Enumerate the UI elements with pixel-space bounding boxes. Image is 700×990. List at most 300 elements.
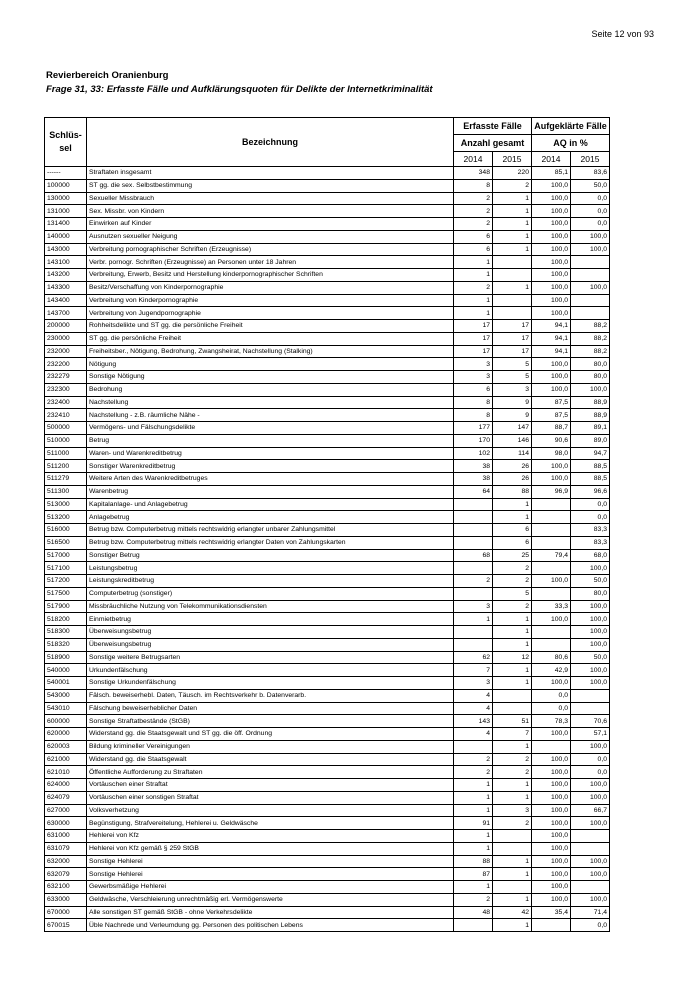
cases-subheader: Anzahl gesamt	[454, 135, 532, 152]
table-row	[45, 626, 610, 639]
cleared-subheader: AQ in %	[532, 135, 610, 152]
row-name: Öffentliche Aufforderung zu Straftaten	[87, 766, 454, 779]
cases-2014	[454, 511, 493, 524]
rate-2015	[571, 830, 610, 843]
table-row	[45, 511, 610, 524]
cases-2015: 9	[493, 409, 532, 422]
cases-2015	[493, 269, 532, 282]
rate-2014: 87,5	[532, 409, 571, 422]
row-key: 143100	[45, 256, 87, 269]
row-key: 517500	[45, 587, 87, 600]
rate-year-2015-header: 2015	[571, 152, 610, 167]
rate-2015: 100,0	[571, 243, 610, 256]
rate-2015: 88,2	[571, 345, 610, 358]
row-name: Computerbetrug (sonstiger)	[87, 587, 454, 600]
rate-2014: 42,9	[532, 664, 571, 677]
row-key: 143300	[45, 281, 87, 294]
rate-2015: 100,0	[571, 281, 610, 294]
row-name: Sex. Missbr. von Kindern	[87, 205, 454, 218]
row-key: 600000	[45, 715, 87, 728]
rate-2015: 68,0	[571, 549, 610, 562]
row-key: 627000	[45, 804, 87, 817]
table-row	[45, 460, 610, 473]
rate-2014	[532, 511, 571, 524]
rate-2014	[532, 919, 571, 932]
row-name: ST gg. die persönliche Freiheit	[87, 332, 454, 345]
rate-2015: 100,0	[571, 855, 610, 868]
cases-2015: 1	[493, 230, 532, 243]
table-row	[45, 689, 610, 702]
row-name: Überweisungsbetrug	[87, 638, 454, 651]
cases-2014: 1	[454, 791, 493, 804]
rate-2014: 100,0	[532, 358, 571, 371]
row-key: 670015	[45, 919, 87, 932]
table-row	[45, 855, 610, 868]
row-key: 518320	[45, 638, 87, 651]
table-row	[45, 485, 610, 498]
cases-2014: 68	[454, 549, 493, 562]
rate-2015: 100,0	[571, 600, 610, 613]
rate-2015: 50,0	[571, 575, 610, 588]
table-row	[45, 791, 610, 804]
rate-2014: 100,0	[532, 269, 571, 282]
rate-2015: 80,0	[571, 358, 610, 371]
rate-2014: 100,0	[532, 791, 571, 804]
cases-2015: 17	[493, 332, 532, 345]
row-key: 143000	[45, 243, 87, 256]
rate-2014: 80,6	[532, 651, 571, 664]
cases-2015: 1	[493, 626, 532, 639]
row-key: 632000	[45, 855, 87, 868]
cases-2014: 4	[454, 702, 493, 715]
rate-2014	[532, 626, 571, 639]
row-name: Verbreitung, Erwerb, Besitz und Herstellung kinderpornographischer Schriften	[87, 269, 454, 282]
table-row	[45, 179, 610, 192]
cases-2015: 3	[493, 804, 532, 817]
cases-2014: 1	[454, 256, 493, 269]
rate-2014: 0,0	[532, 702, 571, 715]
rate-2014: 100,0	[532, 218, 571, 231]
row-key: 543000	[45, 689, 87, 702]
cases-2015: 12	[493, 651, 532, 664]
row-name: Hehlerei von Kfz gemäß § 259 StGB	[87, 842, 454, 855]
cases-2014	[454, 562, 493, 575]
row-key: 232400	[45, 396, 87, 409]
rate-2015: 100,0	[571, 613, 610, 626]
row-key: 543010	[45, 702, 87, 715]
rate-2014: 94,1	[532, 332, 571, 345]
cases-2014: 8	[454, 179, 493, 192]
cases-2014: 3	[454, 358, 493, 371]
table-row	[45, 205, 610, 218]
row-key: 518900	[45, 651, 87, 664]
table-row	[45, 766, 610, 779]
cases-year-2015-header: 2015	[493, 152, 532, 167]
cases-2015: 26	[493, 460, 532, 473]
cases-2015: 1	[493, 498, 532, 511]
table-row	[45, 715, 610, 728]
table-row	[45, 383, 610, 396]
rate-2015: 100,0	[571, 868, 610, 881]
row-key: 511000	[45, 447, 87, 460]
rate-2014	[532, 498, 571, 511]
row-name: Alle sonstigen ST gemäß StGB - ohne Verkehrsdelikte	[87, 906, 454, 919]
rate-2015: 100,0	[571, 791, 610, 804]
row-name: Einwirken auf Kinder	[87, 218, 454, 231]
rate-2014: 100,0	[532, 817, 571, 830]
table-row	[45, 906, 610, 919]
rate-2014	[532, 740, 571, 753]
table-row	[45, 804, 610, 817]
cases-2015: 7	[493, 728, 532, 741]
rate-2014: 100,0	[532, 779, 571, 792]
cases-2014: 2	[454, 218, 493, 231]
row-key: 632100	[45, 881, 87, 894]
table-row	[45, 702, 610, 715]
cases-2015: 1	[493, 893, 532, 906]
row-name: Sonstige Hehlerei	[87, 868, 454, 881]
rate-2014: 100,0	[532, 613, 571, 626]
row-name: Straftaten insgesamt	[87, 167, 454, 180]
cases-2014: 348	[454, 167, 493, 180]
table-row	[45, 230, 610, 243]
row-name: Warenbetrug	[87, 485, 454, 498]
row-name: Fälschung beweiserheblicher Daten	[87, 702, 454, 715]
row-key: 632079	[45, 868, 87, 881]
cases-2014: 6	[454, 243, 493, 256]
cases-2014: 4	[454, 689, 493, 702]
table-row	[45, 868, 610, 881]
row-name: Nachstellung	[87, 396, 454, 409]
cases-2015: 1	[493, 868, 532, 881]
row-key: 500000	[45, 422, 87, 435]
rate-2015: 94,7	[571, 447, 610, 460]
table-row	[45, 345, 610, 358]
row-name: Leistungsbetrug	[87, 562, 454, 575]
cases-2015: 1	[493, 638, 532, 651]
rate-2015	[571, 689, 610, 702]
rate-2015	[571, 269, 610, 282]
cases-2015: 17	[493, 320, 532, 333]
cases-2015: 6	[493, 524, 532, 537]
row-key: 100000	[45, 179, 87, 192]
table-body	[45, 167, 610, 932]
row-name: Sonstige Straftatbestände (StGB)	[87, 715, 454, 728]
cases-2014: 4	[454, 728, 493, 741]
table-row	[45, 881, 610, 894]
cases-2015: 1	[493, 664, 532, 677]
row-key: 513200	[45, 511, 87, 524]
cases-2015: 6	[493, 536, 532, 549]
cases-2014: 8	[454, 396, 493, 409]
row-name: Widerstand gg. die Staatsgewalt	[87, 753, 454, 766]
row-key: 516500	[45, 536, 87, 549]
rate-2014	[532, 587, 571, 600]
cases-2014: 102	[454, 447, 493, 460]
rate-2015: 0,0	[571, 919, 610, 932]
rate-2014	[532, 562, 571, 575]
cases-2014: 170	[454, 434, 493, 447]
rate-2015: 88,5	[571, 460, 610, 473]
table-row	[45, 358, 610, 371]
cases-2015: 2	[493, 575, 532, 588]
rate-2015: 71,4	[571, 906, 610, 919]
page-number: Seite 12 von 93	[591, 29, 654, 39]
cases-2015: 1	[493, 613, 532, 626]
row-name: Gewerbsmäßige Hehlerei	[87, 881, 454, 894]
row-key: 624000	[45, 779, 87, 792]
row-name: Einmietbetrug	[87, 613, 454, 626]
table-row	[45, 332, 610, 345]
cases-2014: 2	[454, 575, 493, 588]
table-row	[45, 664, 610, 677]
rate-2015: 100,0	[571, 626, 610, 639]
cases-2015: 1	[493, 740, 532, 753]
row-name: Verbreitung pornographischer Schriften (Erzeugnisse)	[87, 243, 454, 256]
rate-2015: 80,0	[571, 371, 610, 384]
table-row	[45, 294, 610, 307]
row-key: 540000	[45, 664, 87, 677]
statistics-table	[44, 117, 610, 932]
cases-2015: 1	[493, 677, 532, 690]
row-name: ST gg. die sex. Selbstbestimmung	[87, 179, 454, 192]
cases-2014: 1	[454, 804, 493, 817]
cases-2015: 1	[493, 791, 532, 804]
row-name: Volksverhetzung	[87, 804, 454, 817]
rate-2015: 88,2	[571, 320, 610, 333]
row-key: 620003	[45, 740, 87, 753]
rate-2015: 88,9	[571, 409, 610, 422]
rate-2014: 100,0	[532, 868, 571, 881]
rate-2014: 100,0	[532, 855, 571, 868]
row-key: 620000	[45, 728, 87, 741]
row-name: Üble Nachrede und Verleumdung gg. Personen des politischen Lebens	[87, 919, 454, 932]
rate-2014	[532, 536, 571, 549]
cases-2014: 2	[454, 205, 493, 218]
row-key: 131400	[45, 218, 87, 231]
cases-2015: 2	[493, 600, 532, 613]
cases-2015: 1	[493, 192, 532, 205]
table-row	[45, 218, 610, 231]
table-row	[45, 434, 610, 447]
table-row	[45, 549, 610, 562]
cases-2015: 1	[493, 511, 532, 524]
cases-2015: 1	[493, 779, 532, 792]
row-key: 232200	[45, 358, 87, 371]
rate-2014	[532, 524, 571, 537]
table-row	[45, 243, 610, 256]
row-key: 516000	[45, 524, 87, 537]
row-key: 511300	[45, 485, 87, 498]
table-row	[45, 587, 610, 600]
row-name: Nachstellung - z.B. räumliche Nähe -	[87, 409, 454, 422]
rate-2015: 100,0	[571, 740, 610, 753]
row-key: 631000	[45, 830, 87, 843]
row-name: Fälsch. beweiserhebl. Daten, Täusch. im Rechtsverkehr b. Datenverarb.	[87, 689, 454, 702]
cases-2014: 2	[454, 192, 493, 205]
table-row	[45, 753, 610, 766]
cases-2015: 5	[493, 371, 532, 384]
row-name: Hehlerei von Kfz	[87, 830, 454, 843]
name-column-header: Bezeichnung	[87, 118, 454, 167]
cases-2015: 3	[493, 383, 532, 396]
table-row	[45, 651, 610, 664]
rate-2014: 94,1	[532, 345, 571, 358]
rate-2015: 0,0	[571, 753, 610, 766]
row-name: Urkundenfälschung	[87, 664, 454, 677]
rate-2015: 96,6	[571, 485, 610, 498]
cases-2014: 1	[454, 294, 493, 307]
row-key: 143200	[45, 269, 87, 282]
table-row	[45, 728, 610, 741]
rate-2015	[571, 294, 610, 307]
rate-2015: 89,0	[571, 434, 610, 447]
rate-2014: 100,0	[532, 179, 571, 192]
rate-2014: 98,0	[532, 447, 571, 460]
row-name: Verbr. pornogr. Schriften (Erzeugnisse) an Personen unter 18 Jahren	[87, 256, 454, 269]
rate-2014: 100,0	[532, 294, 571, 307]
cases-2015: 88	[493, 485, 532, 498]
cases-2015: 1	[493, 281, 532, 294]
row-key: 624079	[45, 791, 87, 804]
row-key: 540001	[45, 677, 87, 690]
rate-2014: 100,0	[532, 804, 571, 817]
cases-2015: 5	[493, 358, 532, 371]
rate-2015: 50,0	[571, 179, 610, 192]
rate-2015: 0,0	[571, 511, 610, 524]
row-name: Verbreitung von Kinderpornographie	[87, 294, 454, 307]
table-row	[45, 677, 610, 690]
table-row	[45, 498, 610, 511]
row-name: Anlagebetrug	[87, 511, 454, 524]
cases-2014: 6	[454, 230, 493, 243]
rate-2015: 66,7	[571, 804, 610, 817]
row-key: 518300	[45, 626, 87, 639]
row-name: Überweisungsbetrug	[87, 626, 454, 639]
rate-2014: 100,0	[532, 473, 571, 486]
cases-2014	[454, 536, 493, 549]
cases-2014: 2	[454, 281, 493, 294]
row-name: Sonstiger Betrug	[87, 549, 454, 562]
rate-2014: 100,0	[532, 205, 571, 218]
row-key: 631079	[45, 842, 87, 855]
row-key: 517200	[45, 575, 87, 588]
rate-2014: 100,0	[532, 830, 571, 843]
rate-2015: 0,0	[571, 766, 610, 779]
row-key: 621010	[45, 766, 87, 779]
cases-2015	[493, 256, 532, 269]
rate-2014: 90,6	[532, 434, 571, 447]
row-name: Freiheitsber., Nötigung, Bedrohung, Zwangsheirat, Nachstellung (Stalking)	[87, 345, 454, 358]
rate-2014: 100,0	[532, 371, 571, 384]
cases-2014	[454, 919, 493, 932]
table-row	[45, 600, 610, 613]
row-name: Geldwäsche, Verschleierung unrechtmäßig erl. Vermögenswerte	[87, 893, 454, 906]
rate-2015: 83,3	[571, 524, 610, 537]
row-name: Ausnutzen sexueller Neigung	[87, 230, 454, 243]
rate-2015: 0,0	[571, 192, 610, 205]
row-key: 510000	[45, 434, 87, 447]
rate-2014: 100,0	[532, 677, 571, 690]
row-key: 200000	[45, 320, 87, 333]
table-row	[45, 536, 610, 549]
row-name: Rohheitsdelikte und ST gg. die persönliche Freiheit	[87, 320, 454, 333]
rate-2015: 50,0	[571, 651, 610, 664]
table-row	[45, 524, 610, 537]
table-row	[45, 192, 610, 205]
row-name: Betrug bzw. Computerbetrug mittels rechtswidrig erlangter unbarer Zahlungsmittel	[87, 524, 454, 537]
cases-2015: 42	[493, 906, 532, 919]
table-row	[45, 638, 610, 651]
rate-2015: 80,0	[571, 587, 610, 600]
rate-2014: 100,0	[532, 753, 571, 766]
row-name: Vermögens- und Fälschungsdelikte	[87, 422, 454, 435]
table-row	[45, 562, 610, 575]
cases-2015: 220	[493, 167, 532, 180]
row-name: Vortäuschen einer sonstigen Straftat	[87, 791, 454, 804]
row-key: 517900	[45, 600, 87, 613]
cases-2014: 1	[454, 307, 493, 320]
row-name: Betrug bzw. Computerbetrug mittels rechtswidrig erlangter Daten von Zahlungskarten	[87, 536, 454, 549]
rate-2015: 88,5	[571, 473, 610, 486]
rate-2014: 100,0	[532, 243, 571, 256]
table-row	[45, 613, 610, 626]
row-name: Besitz/Verschaffung von Kinderpornographie	[87, 281, 454, 294]
table-row	[45, 422, 610, 435]
region-title: Revierbereich Oranienburg	[46, 70, 169, 81]
rate-2014: 100,0	[532, 307, 571, 320]
cases-2015	[493, 294, 532, 307]
table-row	[45, 919, 610, 932]
row-key: 143700	[45, 307, 87, 320]
row-key: 232300	[45, 383, 87, 396]
rate-2014: 100,0	[532, 575, 571, 588]
cases-2014: 3	[454, 677, 493, 690]
cases-2014: 64	[454, 485, 493, 498]
row-name: Sexueller Missbrauch	[87, 192, 454, 205]
table-row	[45, 893, 610, 906]
row-key: 143400	[45, 294, 87, 307]
rate-2015: 100,0	[571, 664, 610, 677]
rate-2015: 100,0	[571, 562, 610, 575]
rate-2014: 100,0	[532, 256, 571, 269]
cases-2014	[454, 498, 493, 511]
rate-2014: 100,0	[532, 881, 571, 894]
rate-2014: 100,0	[532, 192, 571, 205]
table-row	[45, 371, 610, 384]
rate-2015: 88,2	[571, 332, 610, 345]
rate-2015: 100,0	[571, 817, 610, 830]
cases-2014: 38	[454, 473, 493, 486]
rate-2014: 85,1	[532, 167, 571, 180]
cases-2015: 1	[493, 218, 532, 231]
cases-2015: 2	[493, 817, 532, 830]
row-key: ------	[45, 167, 87, 180]
table-row	[45, 842, 610, 855]
rate-2014: 100,0	[532, 893, 571, 906]
cases-2015	[493, 842, 532, 855]
cases-2014: 17	[454, 345, 493, 358]
rate-2015	[571, 842, 610, 855]
row-name: Sonstige weitere Betrugsarten	[87, 651, 454, 664]
row-key: 633000	[45, 893, 87, 906]
cases-2015	[493, 702, 532, 715]
cases-2014: 2	[454, 766, 493, 779]
row-name: Leistungskreditbetrug	[87, 575, 454, 588]
table-row	[45, 281, 610, 294]
rate-year-2014-header: 2014	[532, 152, 571, 167]
rate-2015: 88,9	[571, 396, 610, 409]
